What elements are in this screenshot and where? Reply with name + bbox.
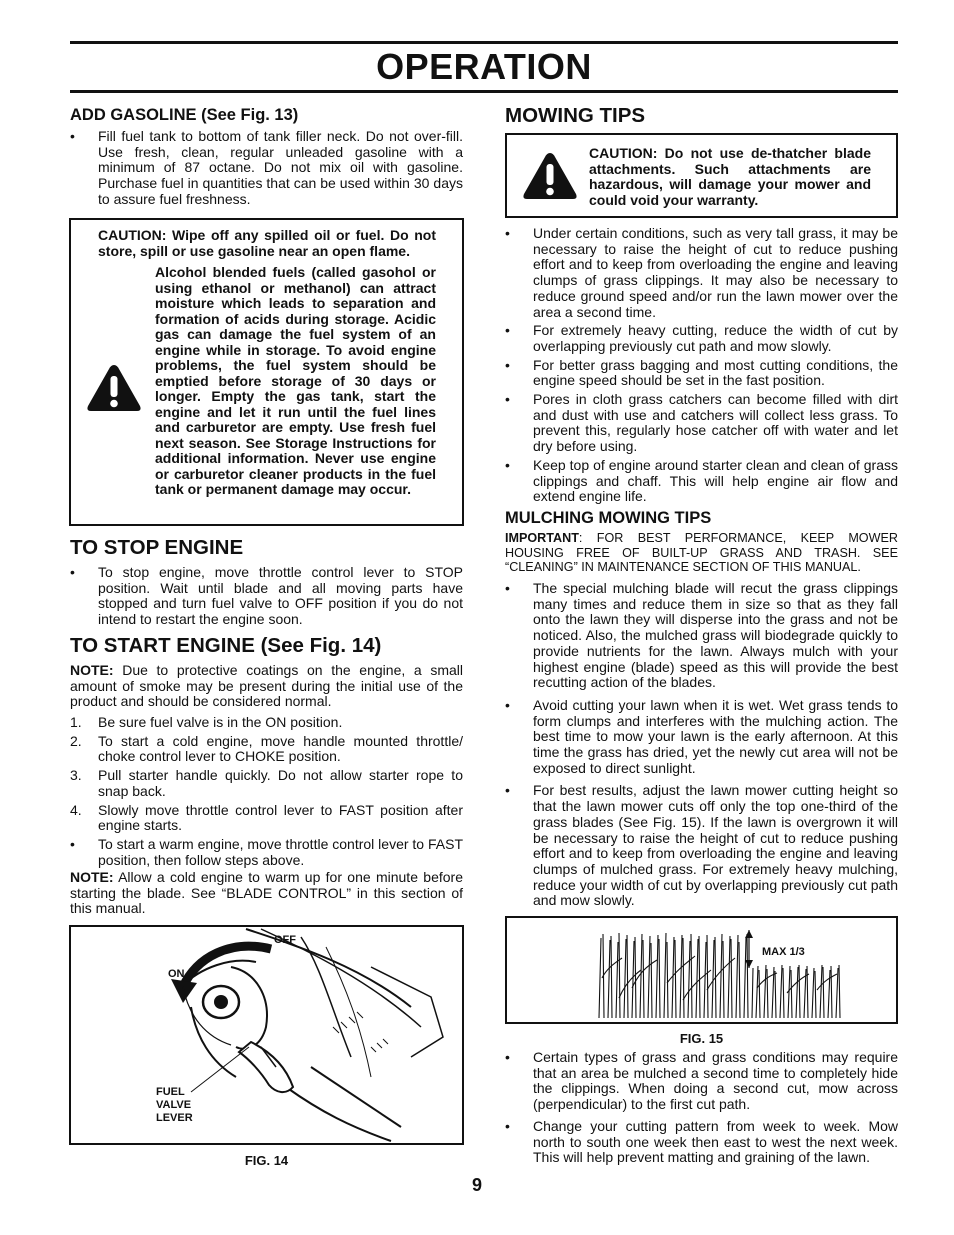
list-item: • Certain types of grass and grass conditions may require that an area be mulched a second time to completely hide the clippings. When doing a second cut, mow across (perpendicular) to the first cut path. [505, 1049, 898, 1113]
header-rule-bottom [70, 90, 898, 93]
warning-triangle-icon [521, 150, 579, 207]
add-gasoline-list [70, 129, 463, 211]
list-item: 4. Slowly move throttle control lever to FAST position after engine starts. [70, 801, 463, 834]
mulching-heading: MULCHING MOWING TIPS [505, 509, 712, 527]
add-gasoline-heading: ADD GASOLINE (See Fig. 13) [70, 106, 299, 124]
start-engine-note: NOTE: Due to protective coatings on the engine, a small amount of smoke may be present during the initial use of the product and should be considered normal. [70, 662, 463, 710]
start-engine-steps [70, 715, 463, 871]
list-item: • The special mulching blade will recut the grass clippings many times and reduce them in size so that as they fall onto the lawn they will disperse into the grass and not be noticed. Also, the mulched grass will biodegrade quickly to provide nutrients for the lawn. Always mulch with your highest engine (blade) speed as this will provide the best recutting action of the blades. [505, 580, 898, 691]
fuel-caution-detail: Alcohol blended fuels (called gasohol or using ethanol or methanol) can attract moisture which leads to separation and formation of acids during storage. Acidic gas can damage the fuel system of an engine while in storage. To avoid engine problems, the fuel system should be emptied before storage of 30 days or longer. Empty the gas tank, start the engine and let it run until the fuel lines and carburetor are empty. Use fresh fuel next season. See Storage Instructions for additional information. Never use engine or carburetor cleaner products in the fuel tank or permanent damage may occur. [155, 264, 436, 497]
start-engine-heading: TO START ENGINE (See Fig. 14) [70, 634, 382, 657]
fig15-caption: FIG. 15 [679, 1031, 724, 1046]
fig14-lever-label: FUEL VALVE LEVER [156, 1086, 193, 1124]
list-item: • For extremely heavy cutting, reduce the width of cut by overlapping previously cut path and mow slowly. [505, 322, 898, 354]
list-item: • For best results, adjust the lawn mower cutting height so that the lawn mower cuts off only the top one-third of the grass blades (See Fig. 15). If the lawn is overgrown it will be necessary to raise the height of cut to reduce pushing effort and to keep from overloading the engine and leaving clumps of mulched grass. For extremely heavy mulching, reduce your width of cut by overlapping previously cut path and mow slowly. [505, 782, 898, 909]
fuel-caution-box [69, 218, 464, 526]
fig14-frame [69, 925, 464, 1145]
list-item: 1. Be sure fuel valve is in the ON position. [70, 714, 343, 730]
page-number: 9 [471, 1175, 482, 1195]
list-item: • To start a warm engine, move throttle control lever to FAST position, then follow steps above. [70, 835, 463, 868]
header-rule-top [70, 41, 898, 44]
mowing-caution-text: CAUTION: Do not use de-thatcher blade attachments. Such attachments are hazardous, will damage your mower and could void your warranty. [589, 145, 871, 208]
mowing-tips-list [505, 226, 898, 508]
list-item: 2. To start a cold engine, move handle mounted throttle/ choke control lever to CHOKE position. [70, 732, 463, 765]
list-item: • For better grass bagging and most cutting conditions, the engine speed should be set in the fast position. [505, 356, 898, 389]
mulching-list [505, 581, 898, 912]
list-item: • Under certain conditions, such as very tall grass, it may be necessary to raise the height of cut to reduce pushing effort and to keep from overloading the engine and leaving clumps of grass clippings. It may also be necessary to reduce ground speed and/or run the lawn mower over the area a second time. [505, 225, 898, 320]
stop-engine-list [70, 565, 463, 631]
fig14-caption: FIG. 14 [244, 1153, 289, 1168]
page-title: OPERATION [376, 46, 592, 87]
fig14-off-label: OFF [274, 934, 296, 946]
mulching-important: IMPORTANT: FOR BEST PERFORMANCE, KEEP MOWER HOUSING FREE OF BUILT-UP GRASS AND TRASH. SEE “CLEANING” IN MAINTENANCE SECTION OF THIS MANUAL. [505, 531, 898, 574]
fig15-max-label: MAX 1/3 [762, 946, 805, 958]
mowing-caution-box [505, 133, 898, 218]
stop-engine-heading: TO STOP ENGINE [70, 536, 244, 559]
fuel-valve-illustration [71, 927, 462, 1143]
list-item: • Pores in cloth grass catchers can become filled with dirt and dust with use and catchers will collect less grass. To prevent this, regularly hose catcher off with water and let dry before using. [505, 391, 898, 455]
list-item: • Avoid cutting your lawn when it is wet. Wet grass tends to form clumps and interferes with the mulching action. The best time to mow your lawn is the early afternoon. At this time the grass has dried, yet the newly cut area will not be exposed to direct sunlight. [505, 696, 898, 776]
mulching-after-list [505, 1050, 898, 1169]
grass-height-illustration [507, 918, 896, 1022]
mowing-tips-heading: MOWING TIPS [505, 104, 646, 127]
fig14-on-label: ON [168, 968, 185, 980]
list-item: • Fill fuel tank to bottom of tank filler neck. Do not over-fill. Use fresh, clean, regular unleaded gasoline with a minimum of 87 octane. Do not mix oil with gasoline. Purchase fuel in quantities that can be used within 30 days to assure fuel freshness. [70, 128, 463, 207]
fuel-caution-text: CAUTION: Wipe off any spilled oil or fuel. Do not store, spill or use gasoline near an open flame. [98, 227, 436, 259]
list-item: • Keep top of engine around starter clean and clean of grass clippings and chaff. This will help engine air flow and extend engine life. [505, 456, 898, 505]
list-item: 3. Pull starter handle quickly. Do not allow starter rope to snap back. [70, 767, 463, 799]
fig15-frame [505, 916, 898, 1024]
list-item: • To stop engine, move throttle control lever to STOP position. Wait until blade and all moving parts have stopped and turn fuel valve to OFF position if you do not intend to restart the engine soon. [70, 564, 463, 628]
start-engine-note-2: NOTE: Allow a cold engine to warm up for one minute before starting the blade. See “BLADE CONTROL” in this section of this manual. [70, 869, 463, 917]
list-item: • Change your cutting pattern from week to week. Mow north to south one week then east to west the next week. This will help prevent matting and graining of the lawn. [505, 1117, 898, 1166]
warning-triangle-icon [85, 362, 143, 419]
